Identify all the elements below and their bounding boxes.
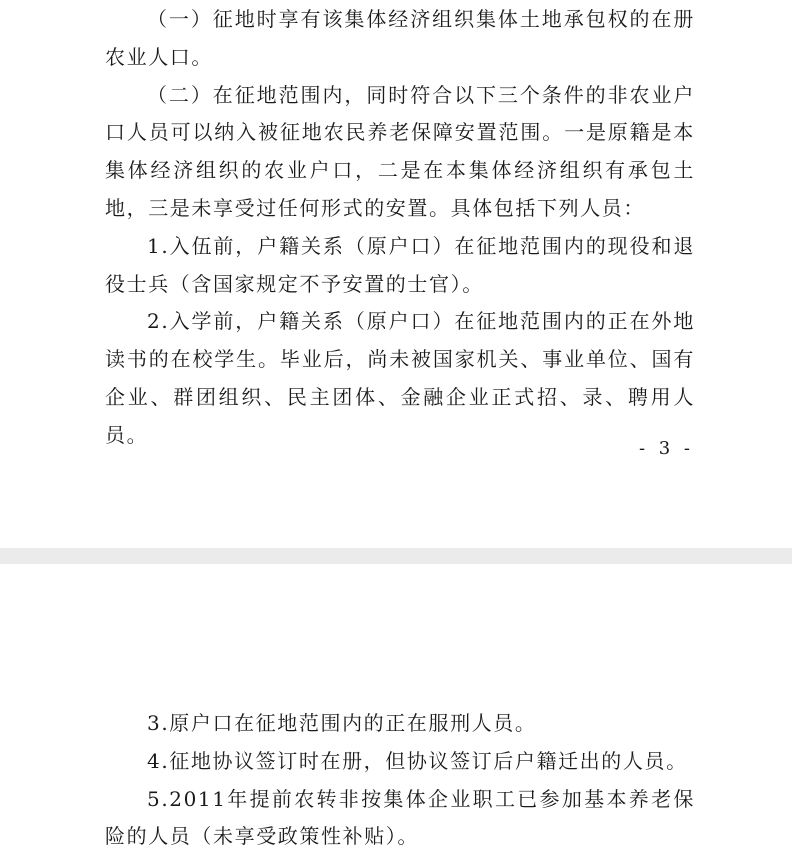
paragraph-non-agricultural-conditions: （二）在征地范围内，同时符合以下三个条件的非农业户口人员可以纳入被征地农民养老保障安置范围。一是原籍是本集体经济组织的农业户口，二是在本集体经济组织有承包土地，三是未享受过任何形式的安置。具体包括下列人员： [105, 82, 695, 220]
paragraph-item-1-soldiers: 1.入伍前，户籍关系（原户口）在征地范围内的现役和退役士兵（含国家规定不予安置的士官）。 [105, 233, 695, 296]
page-separator [0, 548, 792, 564]
paragraph-collective-members: （一）征地时享有该集体经济组织集体土地承包权的在册农业人口。 [105, 7, 695, 69]
document-page-4 [0, 564, 792, 855]
page-body-text [105, 705, 695, 855]
page-body-text [105, 1, 695, 455]
paragraph-item-4-moved-out: 4.征地协议签订时在册，但协议签订后户籍迁出的人员。 [147, 748, 688, 773]
page-number: - 3 - [638, 438, 694, 459]
paragraph-item-2-students: 2.入学前，户籍关系（原户口）在征地范围内的正在外地读书的在校学生。毕业后，尚未被国家机关、事业单位、国有企业、群团组织、民主团体、金融企业正式招、录、聘用人员。 [105, 309, 695, 447]
paragraph-item-5-early-conversion: 5.2011年提前农转非按集体企业职工已参加基本养老保险的人员（未享受政策性补贴）。 [105, 786, 695, 849]
paragraph-item-3-prisoners: 3.原户口在征地范围内的正在服刑人员。 [147, 711, 537, 735]
